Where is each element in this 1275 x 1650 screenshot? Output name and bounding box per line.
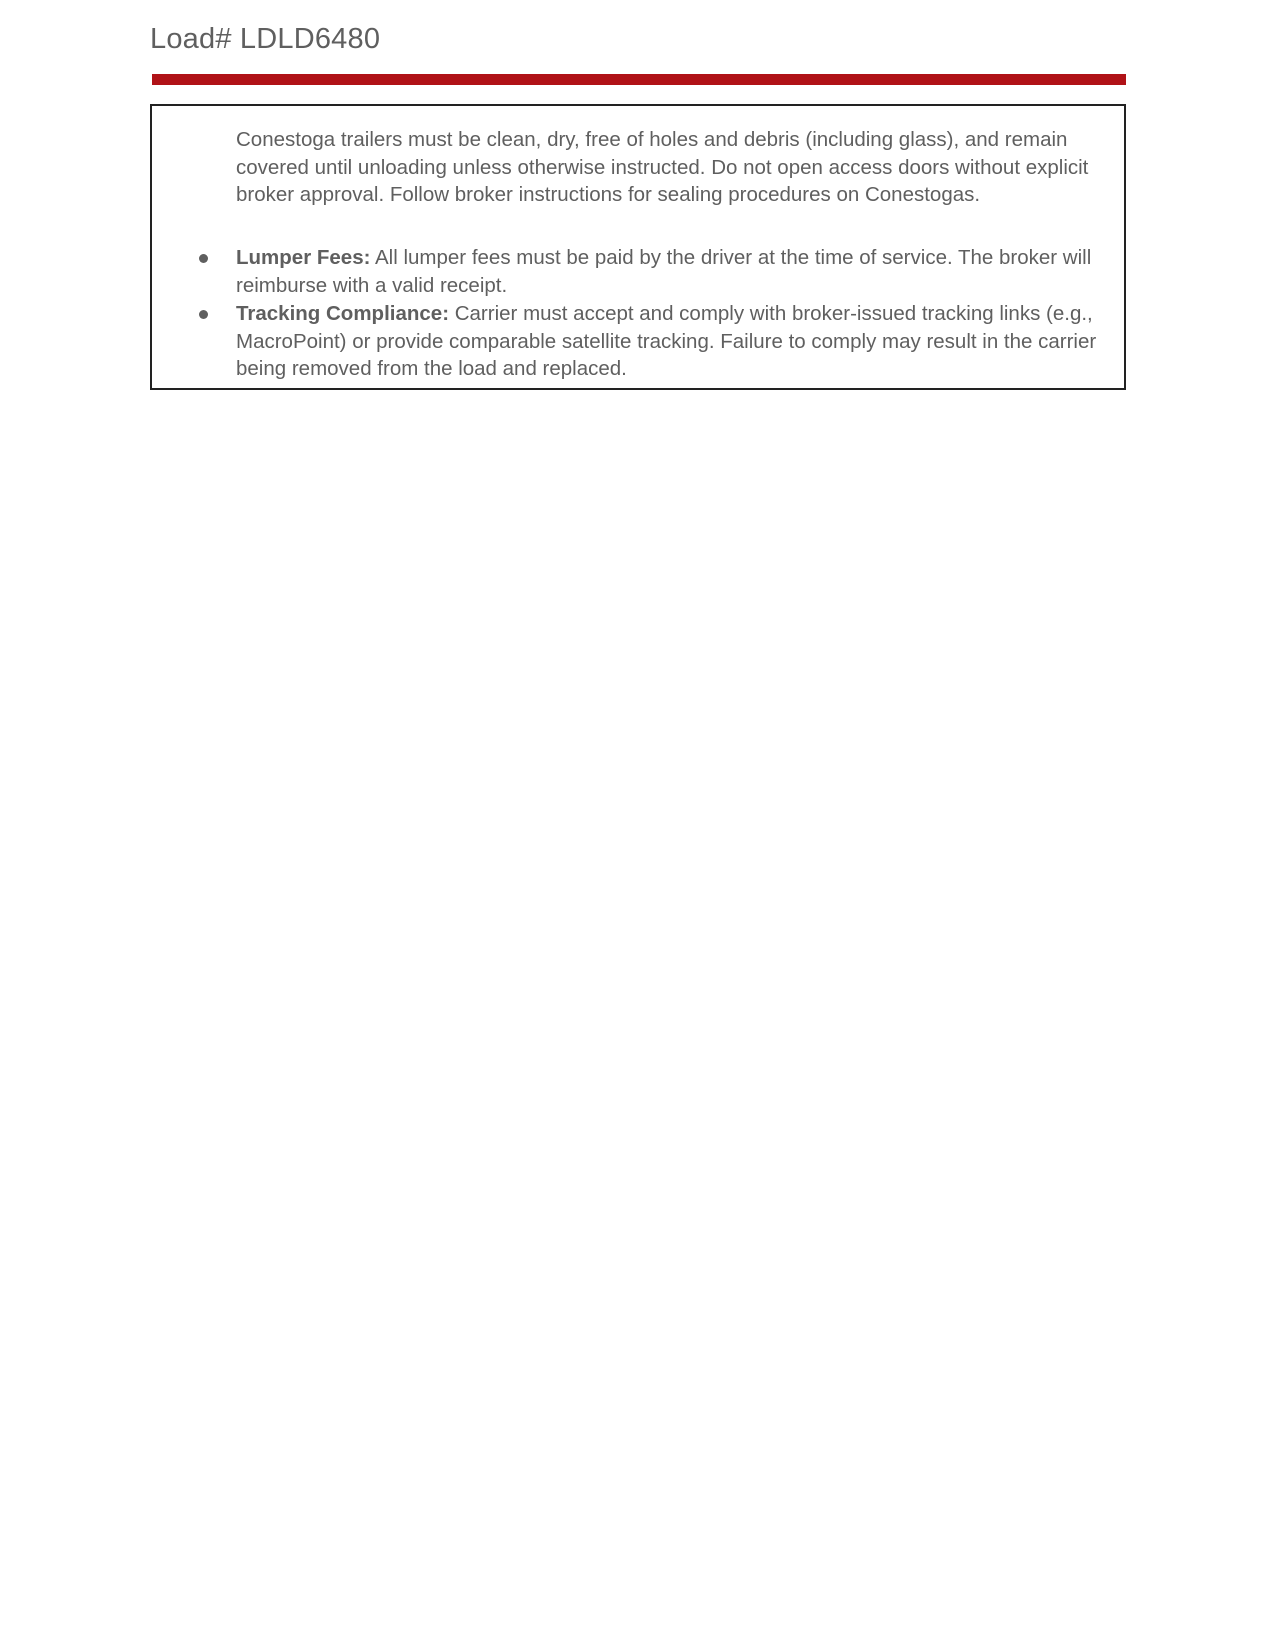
header-divider [152,74,1126,85]
term-label: Lumper Fees: [236,246,371,269]
terms-continuation-text: Conestoga trailers must be clean, dry, free of holes and debris (including glass), and remain covered until unloading unless otherwise instructed. Do not open access doors without explicit broker approval. Follow broker instructions for sealing procedures on Conestogas. [236,128,1089,206]
terms-list [236,244,1116,384]
list-item-lumper-fees [236,244,1116,299]
bullet-icon [199,254,208,263]
list-item-tracking-compliance [236,300,1116,383]
term-text: All lumper fees must be paid by the driver at the time of service. The broker will reimburse with a valid receipt. [236,246,1092,297]
terms-box [150,104,1126,390]
term-text: Carrier must accept and comply with broker-issued tracking links (e.g., MacroPoint) or provide comparable satellite tracking. Failure to comply may result in the carrier being removed from the load and replaced. [236,302,1097,380]
bullet-icon [199,310,208,319]
page-title: Load# LDLD6480 [150,23,381,55]
term-label: Tracking Compliance: [236,302,450,325]
